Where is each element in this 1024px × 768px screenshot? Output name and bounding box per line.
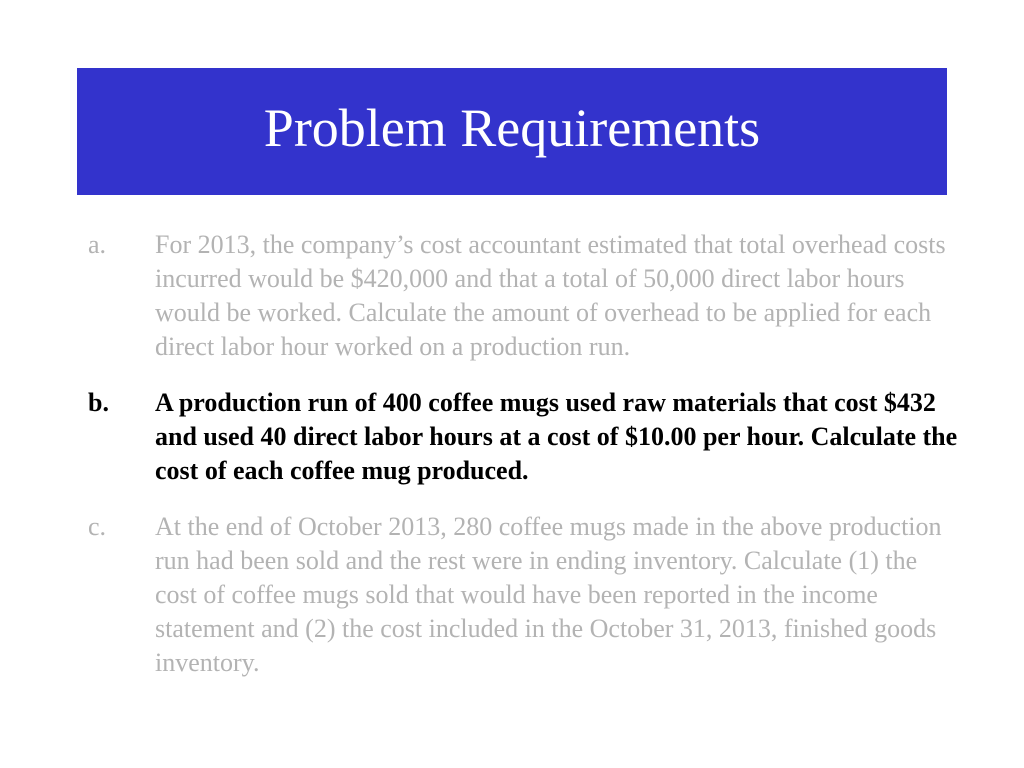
requirement-b-text: A production run of 400 coffee mugs used raw materials that cost $432 and used 40 direct labor hours at a cost of $10.00 per hour. Calculate the cost of each coffee mug produced. <box>155 388 958 485</box>
requirement-a <box>88 228 968 364</box>
requirement-a-marker: a. <box>88 230 107 259</box>
title-banner <box>77 68 947 195</box>
requirement-b <box>88 386 968 488</box>
requirement-c-marker: c. <box>88 512 107 541</box>
requirement-c-text: At the end of October 2013, 280 coffee mugs made in the above production run had been sold and the rest were in ending inventory. Calculate (1) the cost of coffee mugs sold that would have been reported in the income statement and (2) the cost included in the October 31, 2013, finished goods inventory. <box>155 512 942 677</box>
requirements-list <box>88 228 968 680</box>
requirement-a-text: For 2013, the company’s cost accountant estimated that total overhead costs incurred would be $420,000 and that a total of 50,000 direct labor hours would be worked. Calculate the amount of overhead to be applied for each direct labor hour worked on a production run. <box>155 230 946 361</box>
requirement-b-marker: b. <box>88 388 109 417</box>
slide-title: Problem Requirements <box>263 97 761 158</box>
requirement-c <box>88 510 968 680</box>
